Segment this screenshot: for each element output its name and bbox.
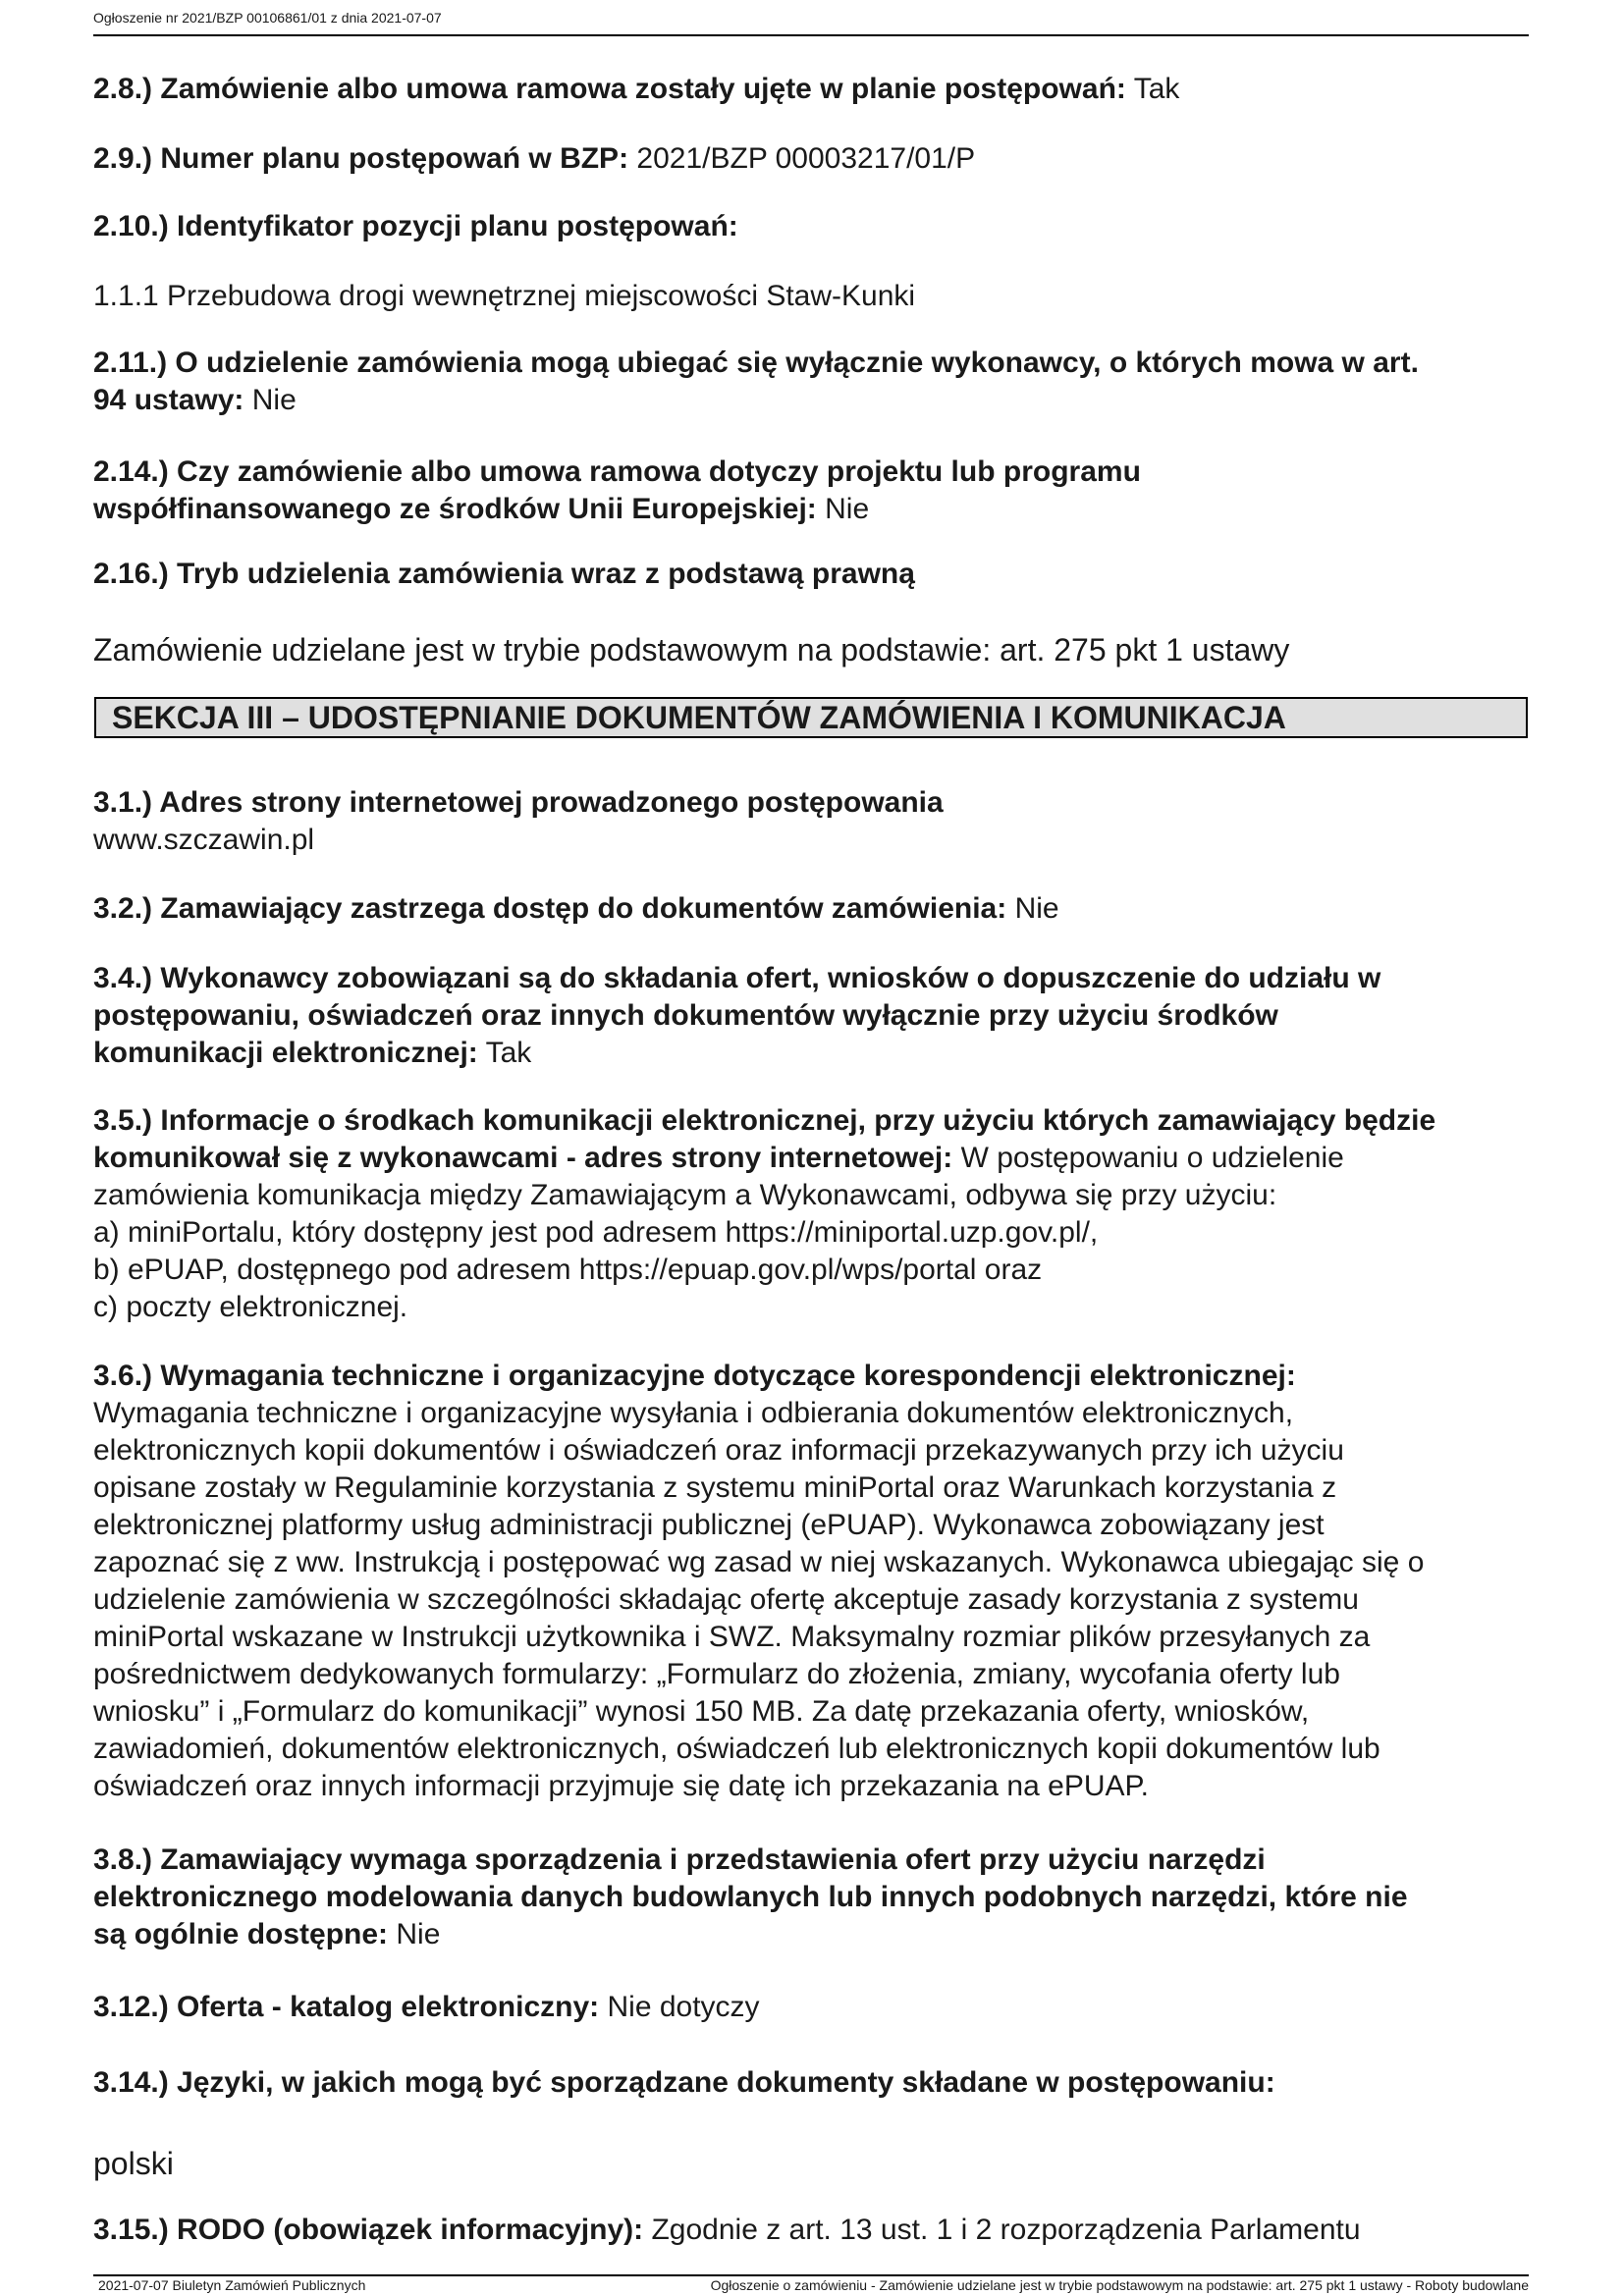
item-value: Zgodnie z art. 13 ust. 1 i 2 rozporządzenia Parlamentu xyxy=(651,2214,1361,2246)
item-value: Tak xyxy=(485,1037,532,1069)
item-3-5 xyxy=(93,1102,1529,1326)
header-divider xyxy=(93,34,1529,36)
item-label: komunikował się z wykonawcami - adres strony internetowej: xyxy=(93,1142,953,1174)
item-text-line: udzielenie zamówienia w szczególności składając ofertę akceptuje zasady korzystania z systemu xyxy=(93,1583,1359,1616)
item-2-11 xyxy=(93,345,1529,419)
item-3-15 xyxy=(93,2212,1529,2249)
item-3-12 xyxy=(93,1989,1529,2026)
item-2-16-label: 2.16.) Tryb udzielenia zamówienia wraz z podstawą prawną xyxy=(93,558,915,590)
item-label: 3.15.) RODO (obowiązek informacyjny): xyxy=(93,2214,644,2246)
item-label: są ogólnie dostępne: xyxy=(93,1918,389,1950)
item-text-line: c) poczty elektronicznej. xyxy=(93,1291,408,1323)
item-label: 3.2.) Zamawiający zastrzega dostęp do dokumentów zamówienia: xyxy=(93,892,1007,925)
footer-left: 2021-07-07 Biuletyn Zamówień Publicznych xyxy=(98,2277,366,2293)
item-text-line: Wymagania techniczne i organizacyjne wysyłania i odbierania dokumentów elektronicznych, xyxy=(93,1397,1294,1429)
item-3-14-value: polski xyxy=(93,2146,174,2181)
item-value: 2021/BZP 00003217/01/P xyxy=(636,142,976,175)
item-label: 3.6.) Wymagania techniczne i organizacyjne dotyczące korespondencji elektronicznej: xyxy=(93,1360,1296,1392)
item-label: 2.11.) O udzielenie zamówienia mogą ubiegać się wyłącznie wykonawcy, o których mowa w art. xyxy=(93,347,1419,379)
item-2-16-value: Zamówienie udzielane jest w trybie podstawowym na podstawie: art. 275 pkt 1 ustawy xyxy=(93,632,1290,667)
item-label: współfinansowanego ze środków Unii Europejskiej: xyxy=(93,493,817,525)
item-2-10-value: 1.1.1 Przebudowa drogi wewnętrznej miejscowości Staw-Kunki xyxy=(93,280,916,312)
footer-right: Ogłoszenie o zamówieniu - Zamówienie udzielane jest w trybie podstawowym na podstawie: art. 275 pkt 1 ustawy - Roboty budowlane xyxy=(710,2277,1529,2293)
item-value: Nie xyxy=(825,493,870,525)
item-label: 3.12.) Oferta - katalog elektroniczny: xyxy=(93,1991,600,2023)
footer-divider xyxy=(93,2274,1529,2276)
item-3-8 xyxy=(93,1842,1529,1953)
section-3-heading: SEKCJA III – UDOSTĘPNIANIE DOKUMENTÓW ZAMÓWIENIA I KOMUNIKACJA xyxy=(94,697,1528,738)
item-text-line: miniPortal wskazane w Instrukcji użytkownika i SWZ. Maksymalny rozmiar plików przesyłanych za xyxy=(93,1621,1371,1653)
item-text-line: opisane zostały w Regulaminie korzystania z systemu miniPortal oraz Warunkach korzystania z xyxy=(93,1471,1337,1504)
item-label: 2.8.) Zamówienie albo umowa ramowa zostały ujęte w planie postępowań: xyxy=(93,73,1126,105)
item-value: Nie dotyczy xyxy=(607,1991,760,2023)
item-label: 2.14.) Czy zamówienie albo umowa ramowa dotyczy projektu lub programu xyxy=(93,455,1141,488)
item-text-line: pośrednictwem dedykowanych formularzy: „Formularz do złożenia, zmiany, wycofania oferty lub xyxy=(93,1658,1340,1690)
item-2-10-label: 2.10.) Identyfikator pozycji planu postępowań: xyxy=(93,210,738,242)
item-label: 3.4.) Wykonawcy zobowiązani są do składania ofert, wniosków o dopuszczenie do udziału w xyxy=(93,962,1381,994)
item-text-line: zapoznać się z ww. Instrukcją i postępować wg zasad w niej wskazanych. Wykonawca ubiegając się o xyxy=(93,1546,1425,1578)
item-text-line: zamówienia komunikacja między Zamawiającym a Wykonawcami, odbywa się przy użyciu: xyxy=(93,1179,1277,1211)
item-3-1 xyxy=(93,784,1529,859)
item-label: postępowaniu, oświadczeń oraz innych dokumentów wyłącznie przy użyciu środków xyxy=(93,999,1278,1032)
item-value: Nie xyxy=(1014,892,1059,925)
item-value: Tak xyxy=(1133,73,1180,105)
item-text-line: elektronicznych kopii dokumentów i oświadczeń oraz informacji przekazywanych przy ich użyciu xyxy=(93,1434,1344,1467)
item-3-6 xyxy=(93,1358,1529,1805)
item-label: elektronicznego modelowania danych budowlanych lub innych podobnych narzędzi, które nie xyxy=(93,1881,1408,1913)
page-header: Ogłoszenie nr 2021/BZP 00106861/01 z dnia 2021-07-07 xyxy=(93,10,442,26)
item-value: Nie xyxy=(396,1918,441,1950)
item-text-line: wniosku” i „Formularz do komunikacji” wynosi 150 MB. Za datę przekazania oferty, wniosków, xyxy=(93,1695,1310,1728)
item-2-14 xyxy=(93,454,1529,528)
item-label: 2.9.) Numer planu postępowań w BZP: xyxy=(93,142,629,175)
item-text-line: a) miniPortalu, który dostępny jest pod adresem https://miniportal.uzp.gov.pl/, xyxy=(93,1216,1099,1249)
item-label: 3.8.) Zamawiający wymaga sporządzenia i przedstawienia ofert przy użyciu narzędzi xyxy=(93,1843,1266,1876)
item-2-9 xyxy=(93,140,1529,178)
item-value: W postępowaniu o udzielenie xyxy=(960,1142,1344,1174)
item-text-line: b) ePUAP, dostępnego pod adresem https://epuap.gov.pl/wps/portal oraz xyxy=(93,1254,1043,1286)
item-label: 3.1.) Adres strony internetowej prowadzonego postępowania xyxy=(93,786,944,819)
item-3-2 xyxy=(93,890,1529,928)
item-3-14-label: 3.14.) Języki, w jakich mogą być sporządzane dokumenty składane w postępowaniu: xyxy=(93,2066,1275,2099)
item-3-4 xyxy=(93,960,1529,1072)
item-label: 3.5.) Informacje o środkach komunikacji elektronicznej, przy użyciu których zamawiający będzie xyxy=(93,1104,1436,1137)
item-value: Nie xyxy=(251,384,297,416)
item-label: komunikacji elektronicznej: xyxy=(93,1037,478,1069)
item-value: www.szczawin.pl xyxy=(93,824,315,856)
item-text-line: elektronicznej platformy usług administracji publicznej (ePUAP). Wykonawca zobowiązany jest xyxy=(93,1509,1325,1541)
item-text-line: oświadczeń oraz innych informacji przyjmuje się datę ich przekazania na ePUAP. xyxy=(93,1770,1149,1802)
item-2-8 xyxy=(93,71,1529,108)
item-text-line: zawiadomień, dokumentów elektronicznych, oświadczeń lub elektronicznych kopii dokumentów lub xyxy=(93,1733,1380,1765)
item-label: 94 ustawy: xyxy=(93,384,244,416)
